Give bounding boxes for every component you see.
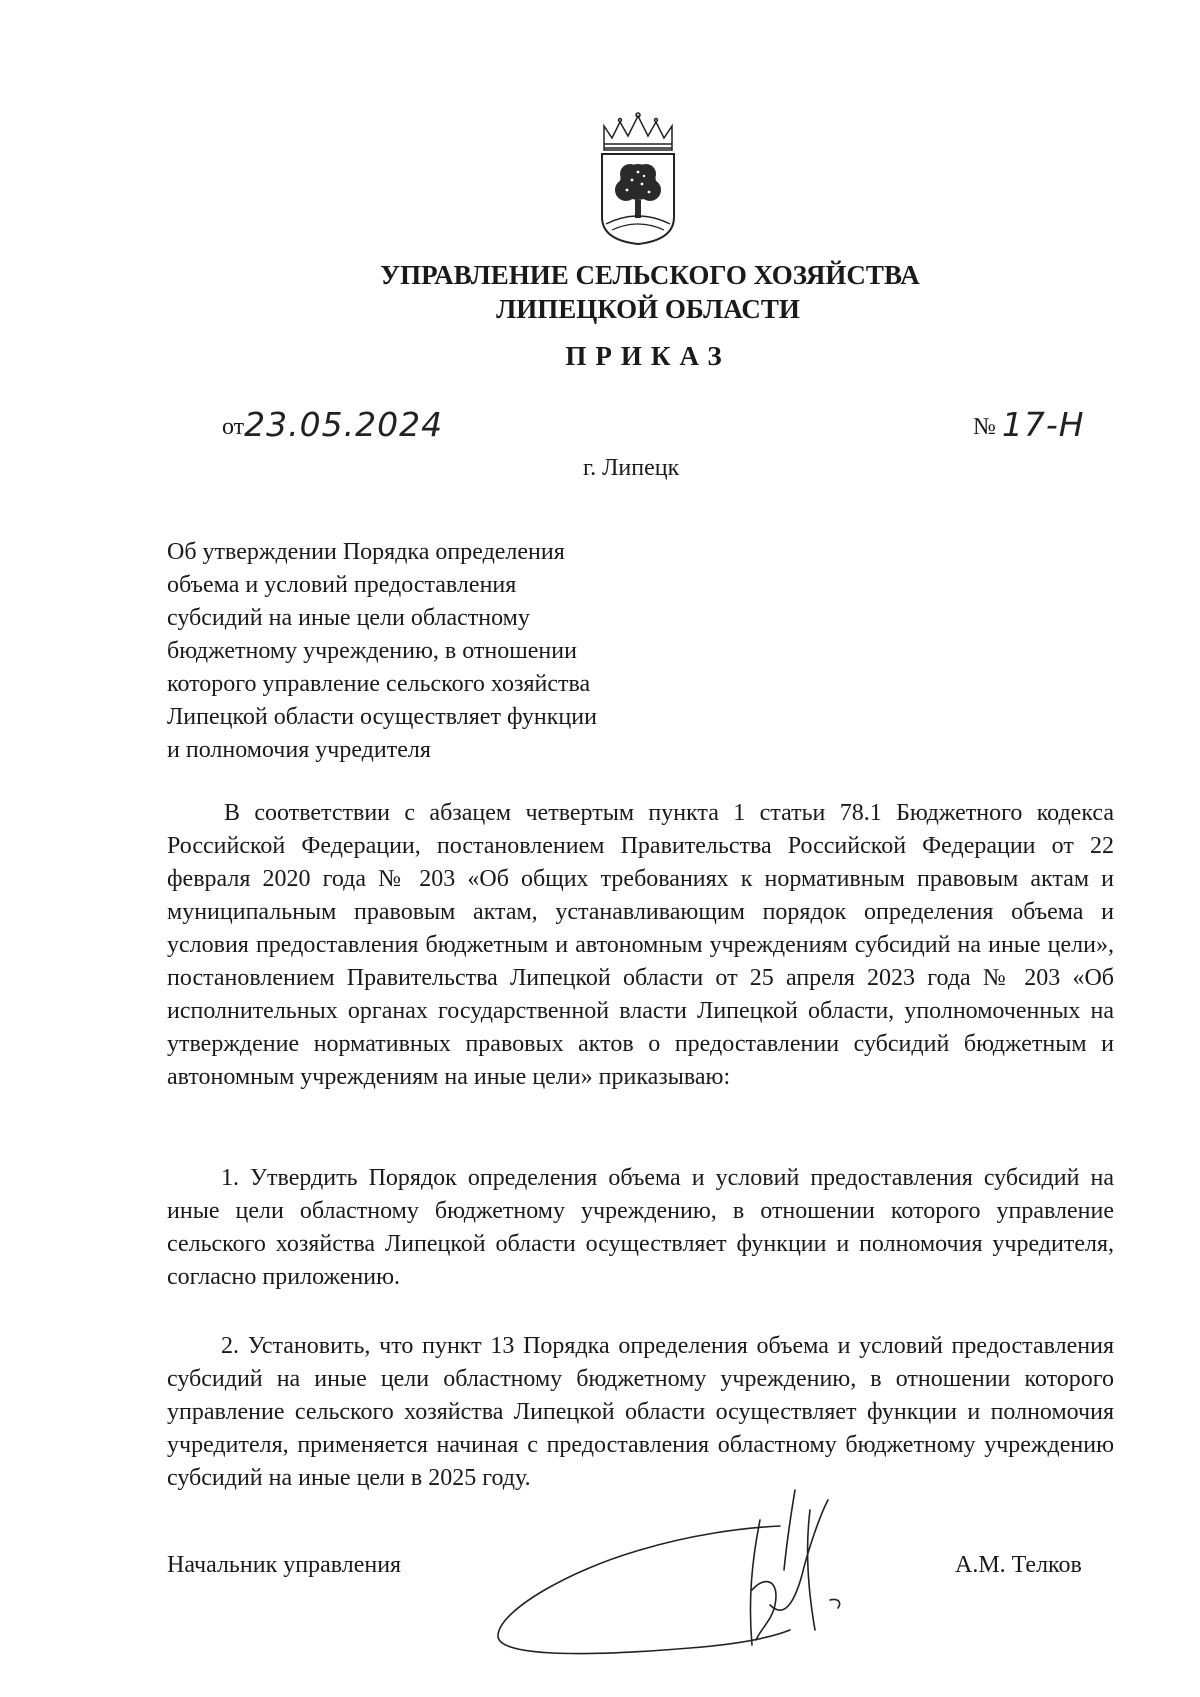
number-handwritten: 17-Н bbox=[1001, 405, 1085, 444]
document-number bbox=[973, 405, 1085, 444]
document-subject bbox=[167, 536, 597, 767]
handwritten-signature bbox=[490, 1480, 910, 1660]
subject-line: Об утверждении Порядка определения bbox=[167, 539, 565, 565]
city: г. Липецк bbox=[583, 455, 680, 481]
subject-line: объема и условий предоставления bbox=[167, 572, 517, 598]
date-handwritten: 23.05.2024 bbox=[244, 405, 444, 444]
signatory-name: А.М. Телков bbox=[955, 1552, 1082, 1578]
preamble-paragraph: В соответствии с абзацем четвертым пункта 1 статьи 78.1 Бюджетного кодекса Российской Федерации, постановлением Правительства Российской Федерации от 22 февраля 2020 года № 203 «Об общих требованиях к нормативным правовым актам и муниципальным правовым актам, устанавливающим порядок определения объема и условия предоставления бюджетным и автономным учреждениям субсидий на иные цели», постановлением Правительства Липецкой области от 25 апреля 2023 года № 203 «Об исполнительных органах государственной власти Липецкой области, уполномоченных на утверждение нормативных правовых актов о предоставлении субсидий бюджетным и автономным учреждениям на иные цели» приказываю: bbox=[167, 800, 1114, 1090]
org-name-line1: УПРАВЛЕНИЕ СЕЛЬСКОГО ХОЗЯЙСТВА bbox=[380, 260, 920, 290]
order-item-2: 2. Установить, что пункт 13 Порядка определения объема и условий предоставления субсидий на иные цели областному бюджетному учреждению, в отношении которого управление сельского хозяйства Липецкой области осуществляет функции и полномочия учредителя, применяется начиная с предоставления областному бюджетному учреждению субсидий на иные цели в 2025 году. bbox=[167, 1333, 1114, 1491]
document-type: ПРИКАЗ bbox=[565, 341, 731, 371]
date-prefix: от bbox=[222, 414, 245, 440]
subject-line: субсидий на иные цели областному bbox=[167, 605, 530, 631]
subject-line: Липецкой области осуществляет функции bbox=[167, 704, 597, 730]
signatory-position: Начальник управления bbox=[167, 1552, 402, 1578]
order-item-1: 1. Утвердить Порядок определения объема и условий предоставления субсидий на иные цели областному бюджетному учреждению, в отношении которого управление сельского хозяйства Липецкой области осуществляет функции и полномочия учредителя, согласно приложению. bbox=[167, 1165, 1114, 1290]
document-date bbox=[222, 405, 443, 444]
subject-line: и полномочия учредителя bbox=[167, 737, 431, 763]
number-prefix: № bbox=[973, 414, 996, 440]
org-name-line2: ЛИПЕЦКОЙ ОБЛАСТИ bbox=[496, 294, 800, 324]
subject-line: бюджетному учреждению, в отношении bbox=[167, 638, 577, 664]
coat-of-arms-icon bbox=[598, 112, 678, 247]
subject-line: которого управление сельского хозяйства bbox=[167, 671, 591, 697]
